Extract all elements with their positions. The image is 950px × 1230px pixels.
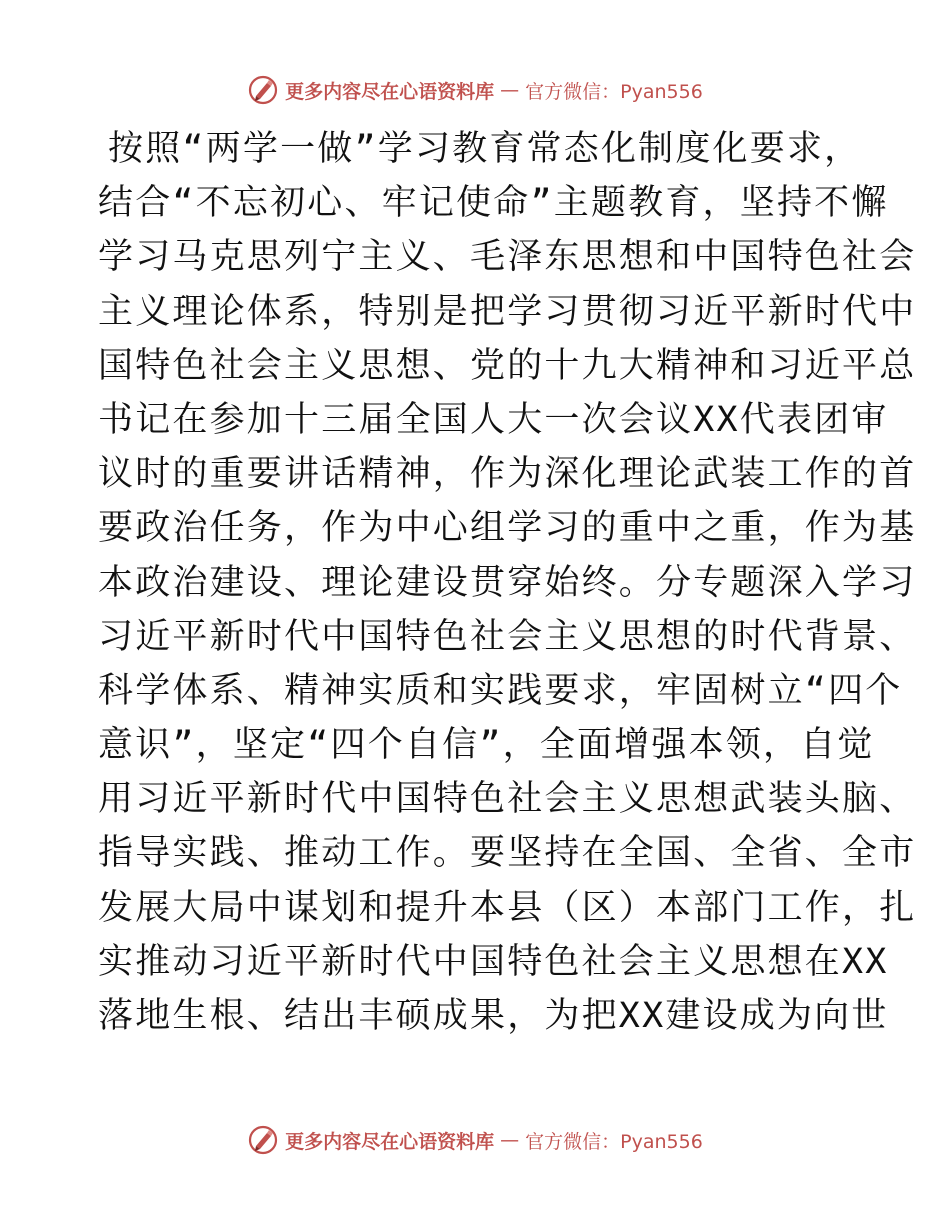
- text-line: 国特色社会主义思想、党的十九大精神和习近平总: [98, 345, 917, 386]
- header-banner: [0, 70, 950, 110]
- text-line: 用习近平新时代中国特色社会主义思想武装头脑、: [98, 779, 917, 820]
- pen-logo-icon: [247, 1124, 279, 1156]
- footer-wechat-text: 官方微信：Pyan556: [525, 1130, 703, 1153]
- text-line: 科学体系、精神实质和实践要求，牢固树立“四个: [98, 670, 903, 711]
- header-separator: —: [500, 79, 520, 101]
- text-line: 落地生根、结出丰硕成果，为把XX建设成为向世: [98, 996, 889, 1036]
- text-line: 习近平新时代中国特色社会主义思想的时代背景、: [98, 616, 917, 657]
- header-banner-content: [247, 74, 703, 106]
- header-wechat-text: 官方微信：Pyan556: [525, 80, 703, 103]
- text-line: 学习马克思列宁主义、毛泽东思想和中国特色社会: [98, 237, 917, 278]
- text-line: 发展大局中谋划和提升本县（区）本部门工作，扎: [98, 887, 917, 928]
- text-line: 指导实践、推动工作。要坚持在全国、全省、全市: [98, 833, 917, 874]
- footer-separator: —: [500, 1129, 520, 1151]
- footer-banner-content: [247, 1124, 703, 1156]
- pen-logo-icon: [247, 74, 279, 106]
- text-line: 本政治建设、理论建设贯穿始终。分专题深入学习: [98, 562, 917, 603]
- text-line: 书记在参加十三届全国人大一次会议XX代表团审: [98, 399, 889, 440]
- text-line: 实推动习近平新时代中国特色社会主义思想在XX: [98, 941, 889, 982]
- footer-banner: [0, 1120, 950, 1160]
- text-line: 要政治任务，作为中心组学习的重中之重，作为基: [98, 508, 917, 549]
- text-line: 按照“两学一做”学习教育常态化制度化要求，: [108, 129, 862, 169]
- text-line: 议时的重要讲话精神，作为深化理论武装工作的首: [98, 454, 917, 495]
- document-body: [98, 122, 917, 1043]
- text-line: 结合“不忘初心、牢记使命”主题教育，坚持不懈: [98, 183, 889, 224]
- footer-brand-text: 更多内容尽在心语资料库: [285, 1130, 495, 1153]
- text-line: 意识”，坚定“四个自信”，全面增强本领，自觉: [98, 725, 875, 766]
- header-brand-text: 更多内容尽在心语资料库: [285, 80, 495, 103]
- text-line: 主义理论体系，特别是把学习贯彻习近平新时代中: [98, 291, 917, 332]
